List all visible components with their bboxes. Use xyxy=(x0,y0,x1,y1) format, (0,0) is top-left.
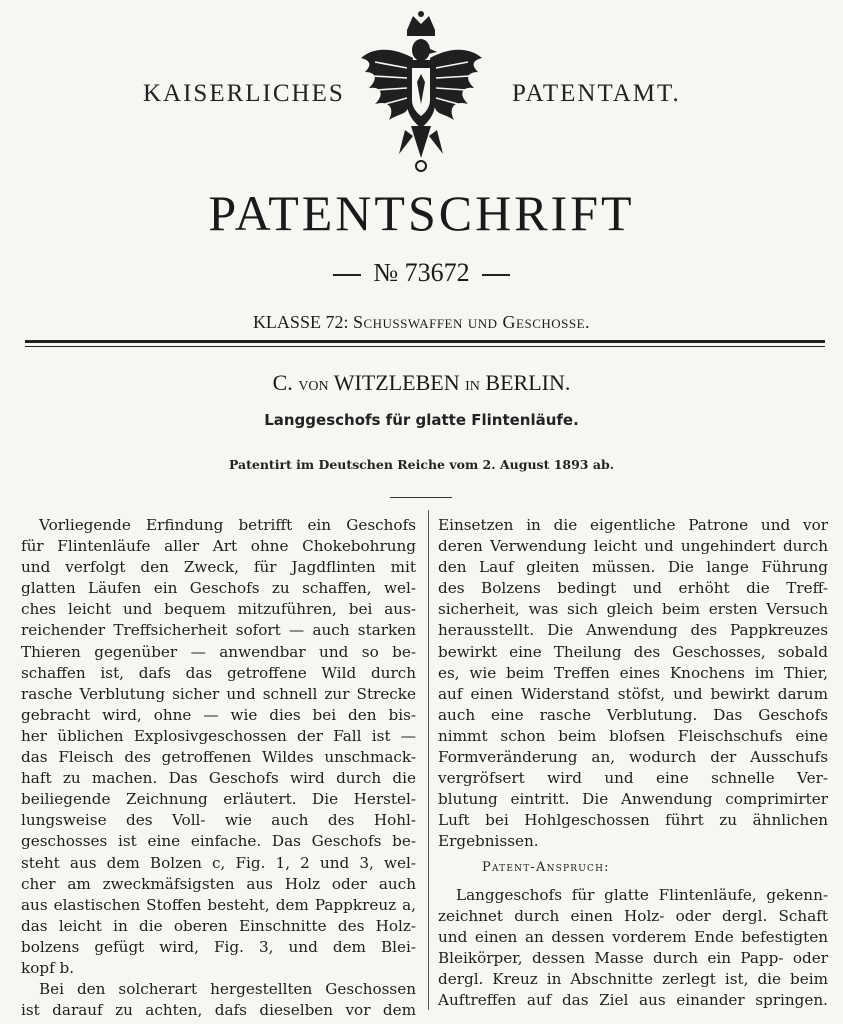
text-line: geschosses ist eine einfache. Das Geschofs be- xyxy=(21,832,416,851)
text-line: ist darauf zu achten, dafs dieselben vor dem xyxy=(21,1001,416,1020)
office-name-left: KAISERLICHES xyxy=(143,80,345,107)
text-line: den Lauf gleiten müssen. Die lange Führung xyxy=(438,558,828,577)
text-line: auf einen Widerstand stöfst, und bewirkt darum xyxy=(438,684,828,703)
applicant-city: BERLIN. xyxy=(485,370,571,395)
text-line: glatten Läufen ein Geschofs zu schaffen, wel- xyxy=(21,579,416,598)
text-line: deren Verwendung leicht und ungehindert durch xyxy=(438,537,828,556)
invention-subject: Langgeschofs für glatte Flintenläufe. xyxy=(264,411,579,429)
text-line: des Bolzens bedingt und erhöht die Treff- xyxy=(438,579,828,598)
claim-line: Auftreffen auf das Ziel aus einander springen. xyxy=(438,991,828,1010)
claim-line: zeichnet durch einen Holz- oder dergl. Schaft xyxy=(438,907,828,926)
applicant-initial: C. xyxy=(272,370,293,395)
text-line: reichender Treffsicherheit sofort — auch starken xyxy=(21,621,416,640)
header-rule-thin xyxy=(25,346,825,347)
text-line: es, wie beim Treffen eines Knochens im Thier, xyxy=(438,663,828,682)
office-name-right: PATENTAMT. xyxy=(512,80,681,107)
text-line: sicherheit, was sich gleich beim ersten Versuch xyxy=(438,600,828,619)
claim-line: Langgeschofs für glatte Flintenläufe, gekenn- xyxy=(456,886,828,904)
applicant-in: in xyxy=(465,373,480,395)
text-line: Vorliegende Erfindung betrifft ein Geschofs xyxy=(39,516,416,534)
column-divider xyxy=(428,510,429,1010)
text-line: vergröfsert wird und eine schnelle Ver- xyxy=(438,769,828,788)
text-line: und verfolgt den Zweck, für Jagdflinten mit xyxy=(21,558,416,577)
text-line: schaffen ist, dafs das getroffene Wild durch xyxy=(21,663,416,682)
claim-heading: Patent-Anspruch: xyxy=(482,860,610,875)
text-line: beiliegende Zeichnung erläutert. Die Herstel- xyxy=(21,790,416,809)
text-line: Formveränderung an, wodurch der Ausschufs xyxy=(438,748,828,767)
class-text: Schusswaffen und Geschosse. xyxy=(352,312,591,332)
text-line: cher am zweckmäfsigsten aus Holz oder auch xyxy=(21,874,416,893)
imperial-eagle-icon xyxy=(355,8,488,178)
applicant-name: WITZLEBEN xyxy=(333,370,460,395)
text-line: ches leicht und bequem mitzuführen, bei aus- xyxy=(21,600,416,619)
claim-line: und einen an dessen vorderem Ende befestigten xyxy=(438,928,828,947)
text-line: bolzens gefügt wird, Fig. 3, und dem Blei- xyxy=(21,937,416,956)
text-line: das leicht in die oberen Einschnitte des Holz- xyxy=(21,916,416,935)
text-line: gebracht wird, ohne — wie dies bei den bis- xyxy=(21,705,416,724)
document-title: PATENTSCHRIFT xyxy=(208,185,635,241)
text-line: lungsweise des Voll- wie auch des Hohl- xyxy=(21,811,416,830)
dash-left xyxy=(333,274,361,276)
text-line: Luft bei Hohlgeschossen führt zu ähnlichen xyxy=(438,811,828,830)
text-line: Einsetzen in die eigentliche Patrone und vor xyxy=(438,516,828,534)
text-line: Ergebnissen. xyxy=(438,832,539,851)
class-line xyxy=(0,312,843,333)
claim-line: Bleikörper, dessen Masse durch ein Papp- oder xyxy=(438,949,828,968)
text-line: das Fleisch des getroffenen Wildes unschmack- xyxy=(21,748,416,767)
applicant-von: von xyxy=(298,373,329,395)
patent-number xyxy=(0,258,843,288)
class-label: KLASSE 72: xyxy=(252,312,349,332)
patented-date-line: Patentirt im Deutschen Reiche vom 2. August 1893 ab. xyxy=(228,457,615,472)
text-line: nimmt schon beim blofsen Fleischschufs eine xyxy=(438,726,828,745)
text-line: auch eine rasche Verblutung. Das Geschofs xyxy=(438,705,828,724)
text-line: für Flintenläufe aller Art ohne Chokebohrung xyxy=(21,537,416,556)
text-line: bewirkt eine Theilung des Geschosses, sobald xyxy=(438,642,828,661)
dash-right xyxy=(482,274,510,276)
text-line: rasche Verblutung sicher und schnell zur Strecke xyxy=(21,684,416,703)
text-line: her üblichen Explosivgeschossen der Fall ist — xyxy=(21,726,416,745)
text-line: herausstellt. Die Anwendung des Pappkreuzes xyxy=(438,621,828,640)
claim-line: dergl. Kreuz in Abschnitte zerlegt ist, die beim xyxy=(438,970,828,989)
text-line: kopf b. xyxy=(21,958,75,977)
text-line: Bei den solcherart hergestellten Geschossen xyxy=(39,980,416,999)
header-rule-thick xyxy=(25,340,825,343)
text-line: steht aus dem Bolzen c, Fig. 1, 2 und 3, wel- xyxy=(21,853,416,872)
text-line: haft zu machen. Das Geschofs wird durch die xyxy=(21,769,416,788)
patent-claim xyxy=(438,885,828,1012)
patent-number-text: № 73672 xyxy=(373,258,470,287)
section-divider xyxy=(390,497,452,498)
left-column xyxy=(21,515,416,1021)
text-line: blutung eintritt. Die Anwendung comprimirter xyxy=(438,790,828,809)
text-line: aus elastischen Stoffen besteht, dem Pappkreuz a, xyxy=(21,895,416,914)
text-line: Thieren gegenüber — anwendbar und so be- xyxy=(21,642,416,661)
right-column xyxy=(438,515,828,853)
applicant-line xyxy=(0,370,843,396)
